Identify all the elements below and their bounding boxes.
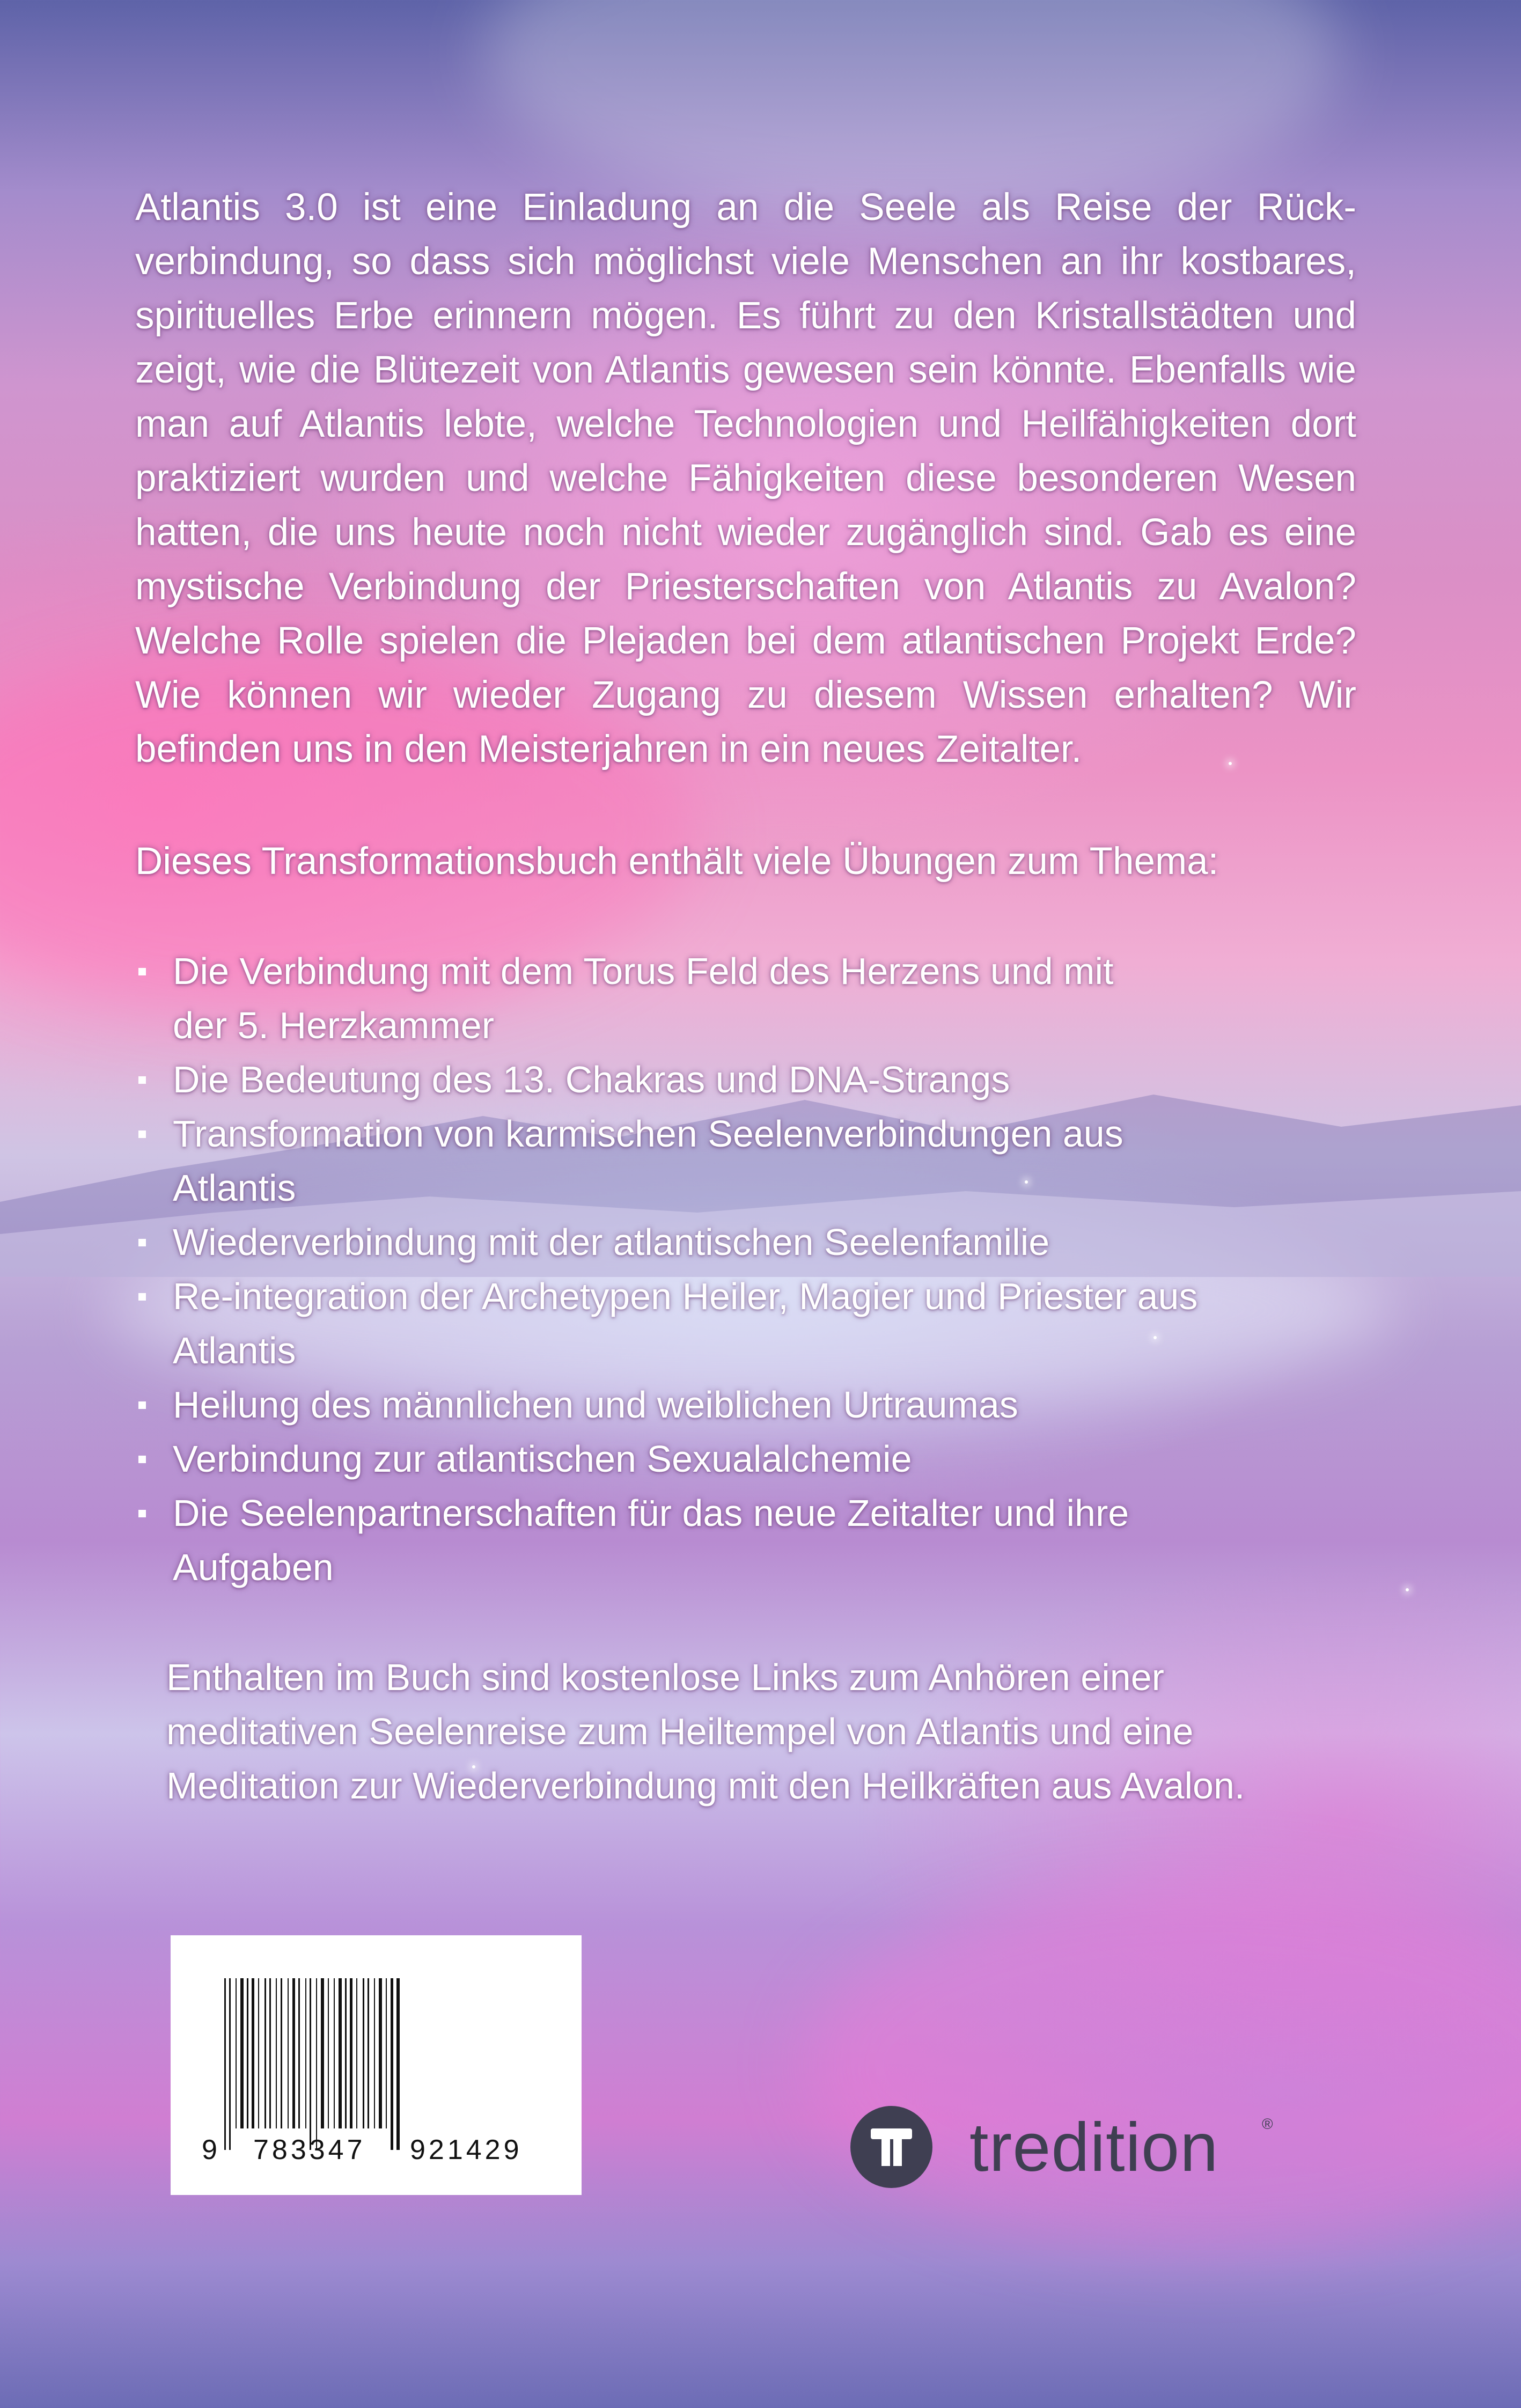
barcode-bar — [305, 1978, 306, 2128]
registered-mark: ® — [1262, 2116, 1273, 2132]
barcode-bar — [298, 1978, 300, 2128]
sky-glow-lower — [805, 1878, 1521, 2253]
bullet-icon — [138, 1076, 146, 1084]
bullet-icon — [138, 1130, 146, 1138]
barcode-bar — [292, 1978, 295, 2128]
isbn-barcode — [171, 1935, 582, 2195]
barcode-bar — [310, 1978, 311, 2150]
barcode-bar — [339, 1978, 342, 2128]
barcode-bar — [269, 1978, 271, 2128]
blurb-paragraph: Atlantis 3.0 ist eine Einladung an die Seele als Reise der Rückverbindung, so dass sich möglichst viele Menschen an ihr kostbares, spirituelles Erbe erinnern mögen. Es führt zu den Kristallstädten und zeigt, wie die Blütezeit von Atlantis gewesen sein könnte. Ebenfalls wie man auf Atlantis lebte, welche Technologien und Heilfähigkeiten dort praktiziert wurden und welche Fähigkeiten diese besonderen Wesen hatten, die uns heute noch nicht wieder zugänglich sind. Gab es eine mystische Verbindung der Priesterschaften von Atlantis zu Avalon? Welche Rolle spielen die Plejaden bei dem atlantischen Projekt Erde? Wie können wir wieder Zugang zu diesem Wissen erhalten? Wir befinden uns in den Meisterjahren in ein neues Zeitalter. — [135, 186, 1356, 770]
barcode-bar — [345, 1978, 347, 2128]
barcode-bar — [240, 1978, 244, 2128]
barcode-bar — [224, 1978, 226, 2150]
barcode-bar — [276, 1978, 277, 2128]
barcode-bar — [391, 1978, 393, 2150]
barcode-bar — [363, 1978, 364, 2128]
list-item-continuation: Aufgaben — [173, 1546, 334, 1588]
list-item-continuation: der 5. Herzkammer — [173, 1004, 495, 1046]
publisher-logo — [850, 2106, 1280, 2192]
list-item-continuation: Atlantis — [173, 1167, 296, 1209]
list-item-text: Heilung des männlichen und weiblichen Urtraumas — [173, 1384, 1018, 1426]
barcode-bar — [236, 1978, 237, 2128]
bullet-icon — [138, 1293, 146, 1301]
isbn-digits — [190, 2134, 565, 2177]
barcode-bar — [264, 1978, 266, 2128]
isbn-first-digit: 9 — [202, 2134, 219, 2165]
list-item — [134, 1053, 1314, 1107]
barcode-bar — [374, 1978, 375, 2128]
list-item — [134, 1215, 1314, 1269]
barcode-bar — [350, 1978, 352, 2128]
list-item-text: Die Seelenpartnerschaften für das neue Zeitalter und ihre — [173, 1492, 1129, 1534]
bullet-icon — [138, 1239, 146, 1246]
list-item — [134, 1378, 1314, 1432]
bonus-note-line: Enthalten im Buch sind kostenlose Links zum Anhören einer — [166, 1656, 1164, 1698]
barcode-bar — [252, 1978, 254, 2128]
barcode-bar — [396, 1978, 400, 2150]
list-item-text: Wiederverbindung mit der atlantischen Seelenfamilie — [173, 1221, 1050, 1263]
barcode-bar — [334, 1978, 335, 2128]
barcode-bar — [321, 1978, 324, 2128]
list-item-text: Re-integration der Archetypen Heiler, Magier und Priester aus — [173, 1275, 1198, 1317]
barcode-bar — [288, 1978, 289, 2128]
list-item-text: Transformation von karmischen Seelenverbindungen aus — [173, 1113, 1123, 1155]
exercise-list — [134, 944, 1314, 1595]
barcode-bar — [368, 1978, 369, 2128]
bonus-note-line: meditativen Seelenreise zum Heiltempel von Atlantis und eine — [166, 1710, 1194, 1752]
list-item-continuation: Atlantis — [173, 1330, 296, 1371]
bullet-icon — [138, 1401, 146, 1409]
star-icon — [1406, 1588, 1409, 1591]
isbn-right-group: 921429 — [410, 2134, 523, 2165]
bullet-icon — [138, 968, 146, 975]
barcode-bar — [247, 1978, 248, 2128]
list-item — [134, 1486, 1314, 1595]
bullet-icon — [138, 1510, 146, 1517]
list-item — [134, 1269, 1314, 1378]
bonus-note — [166, 1650, 1400, 1813]
barcode-bar — [258, 1978, 259, 2128]
bonus-note-line: Meditation zur Wiederverbindung mit den Heilkräften aus Avalon. — [166, 1765, 1245, 1807]
list-item — [134, 944, 1314, 1053]
list-item — [134, 1432, 1314, 1486]
publisher-name: tredition — [969, 2109, 1219, 2186]
barcode-bar — [386, 1978, 387, 2128]
list-item-text: Die Bedeutung des 13. Chakras und DNA-Strangs — [173, 1059, 1010, 1100]
tredition-logo-icon — [850, 2106, 932, 2188]
t-logo-icon — [850, 2106, 932, 2188]
list-item-text: Verbindung zur atlantischen Sexualalchemie — [173, 1438, 912, 1480]
barcode-bar — [281, 1978, 282, 2128]
exercises-intro: Dieses Transformationsbuch enthält viele Übungen zum Thema: — [135, 840, 1219, 883]
list-item-text: Die Verbindung mit dem Torus Feld des Herzens und mit — [173, 950, 1114, 992]
barcode-bar — [328, 1978, 329, 2128]
barcode-bar — [229, 1978, 231, 2150]
isbn-left-group: 783347 — [253, 2134, 366, 2165]
barcode-bar — [316, 1978, 317, 2150]
barcode-bar — [356, 1978, 357, 2128]
bullet-icon — [138, 1456, 146, 1463]
barcode-bar — [379, 1978, 382, 2128]
list-item — [134, 1107, 1314, 1215]
